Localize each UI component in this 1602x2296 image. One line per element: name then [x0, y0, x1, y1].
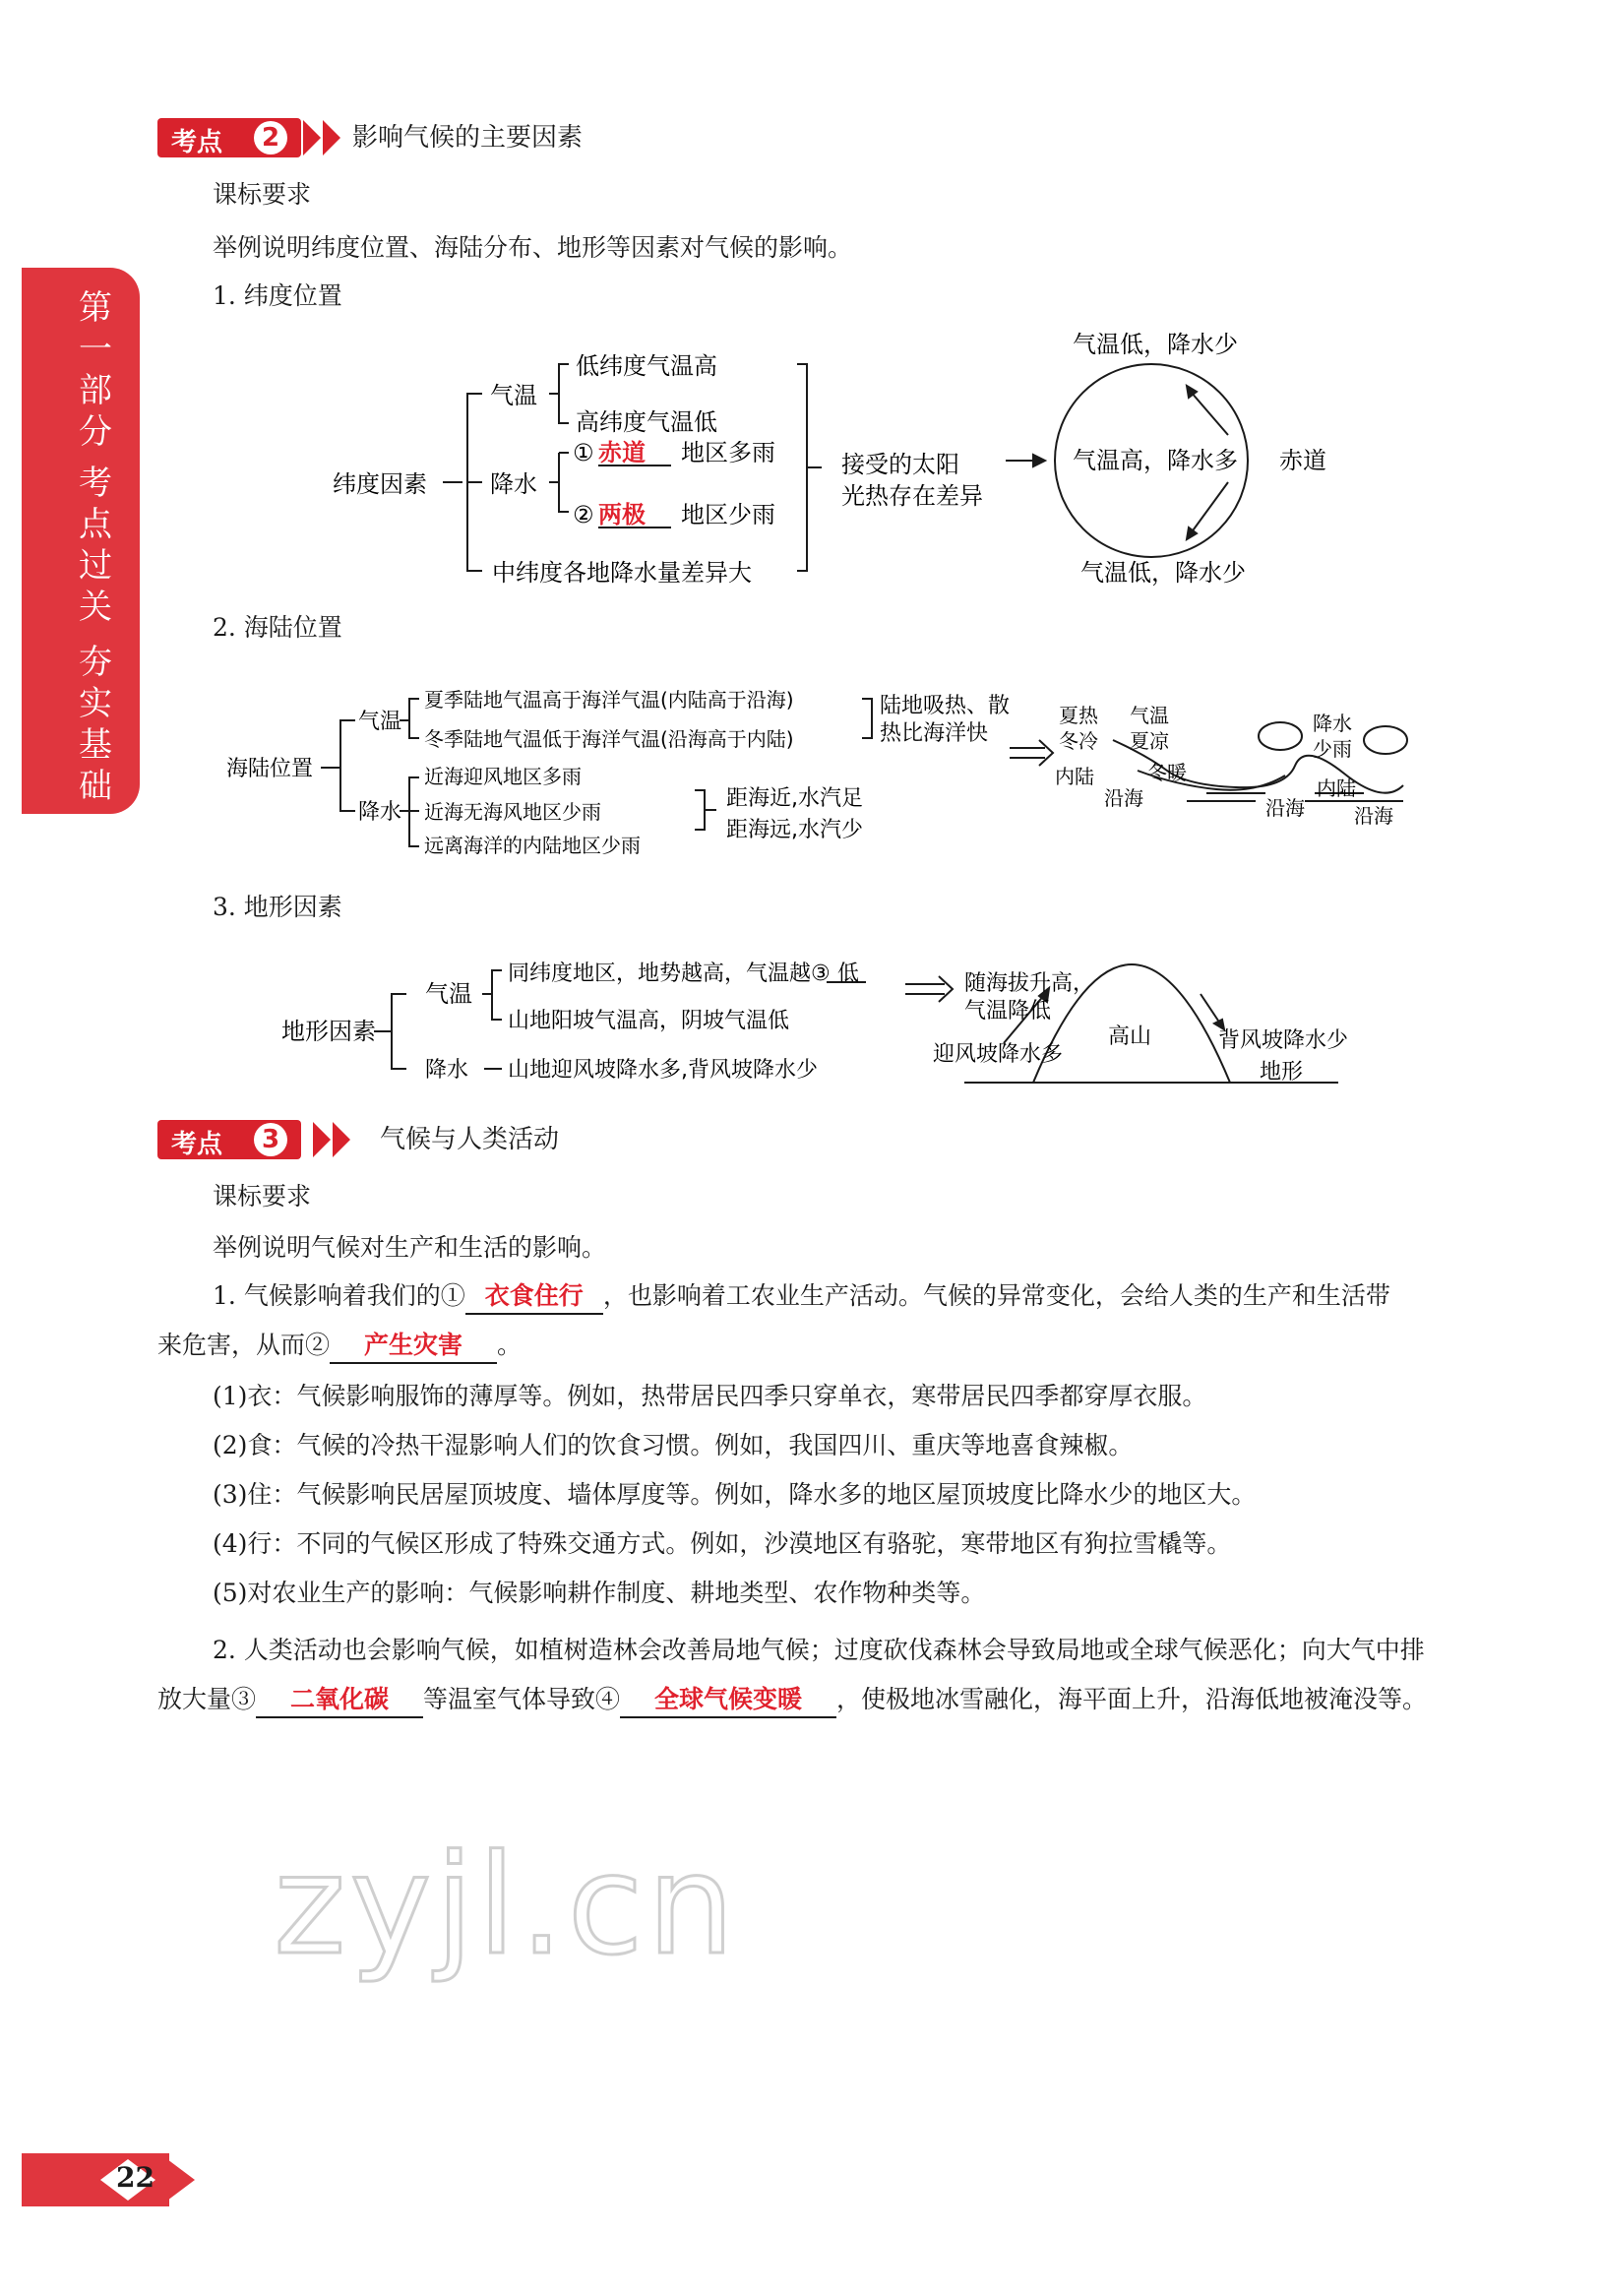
latitude-diagram: [325, 325, 1358, 600]
answer-blank-4: 全球气候变暖: [620, 1683, 836, 1718]
sea-l7: 沿海: [1104, 786, 1143, 810]
sea-p3: 远离海洋的内陆地区少雨: [424, 834, 641, 857]
lat-t1: 低纬度气温高: [576, 352, 717, 380]
lat-temp: 气温: [490, 382, 537, 409]
ter-temp: 气温: [425, 980, 472, 1008]
sea-l8: 沿海: [1265, 796, 1305, 820]
sea-l11: 内陆: [1317, 776, 1356, 800]
sea-l9: 降水: [1313, 712, 1352, 735]
lat-center: 气温高，降水多: [1073, 447, 1238, 474]
sea-root: 海陆位置: [226, 757, 314, 781]
ter-p1: 山地迎风坡降水多,背风坡降水少: [508, 1058, 818, 1083]
lat-p2-answer: 两极: [598, 501, 646, 528]
sea-p1: 近海迎风地区多雨: [424, 765, 582, 788]
ter-a5: 地形: [1260, 1060, 1304, 1085]
sea-t2: 冬季陆地气温低于海洋气温(沿海高于内陆): [424, 727, 794, 751]
item-transport: (4)行：不同的气候区形成了特殊交通方式。例如，沙漠地区有骆驼，寒带地区有狗拉雪橇等。: [213, 1529, 1232, 1558]
sidebar-subtitle: 夯实基础: [79, 643, 112, 806]
lat-bottom: 气温低，降水少: [1080, 559, 1246, 587]
item-housing: (3)住：气候影响民居屋顶坡度、墙体厚度等。例如，降水多的地区屋顶坡度比降水少的地区大。: [213, 1480, 1257, 1509]
para-2-line-2: 放大量③ 二氧化碳 等温室气体导致④ 全球气候变暖 ，使极地冰雪融化，海平面上升，沿海低地被淹没等。: [157, 1683, 1427, 1718]
lat-cause2: 光热存在差异: [841, 482, 983, 510]
lat-p2-post: 地区少雨: [681, 501, 775, 528]
heading-terrain: 3. 地形因素: [213, 893, 342, 921]
terrain-diagram: [276, 945, 1387, 1092]
item-food: (2)食：气候的冷热干湿影响人们的饮食习惯。例如，我国四川、重庆等地喜食辣椒。: [213, 1431, 1134, 1459]
lat-p1-pre: ①: [573, 439, 594, 466]
ter-precip: 降水: [425, 1058, 469, 1083]
sea-p2: 近海无海风地区少雨: [424, 800, 601, 824]
section-number-3: 3: [254, 1123, 287, 1156]
section-tag-3: 考点 3: [157, 1120, 301, 1159]
heading-latitude: 1. 纬度位置: [213, 281, 342, 310]
section-number-2: 2: [254, 121, 287, 155]
double-arrow-icon: [313, 1122, 362, 1157]
sea-r1: 距海近,水汽足: [726, 786, 863, 811]
ter-a2: 气温降低: [964, 999, 1052, 1024]
section-title-3: 气候与人类活动: [380, 1125, 560, 1154]
sea-l12: 沿海: [1354, 804, 1393, 828]
ter-root: 地形因素: [281, 1018, 376, 1045]
ter-mountain: 高山: [1108, 1024, 1152, 1049]
answer-blank-1: 衣食住行: [465, 1279, 603, 1315]
section-title-2: 影响气候的主要因素: [352, 123, 584, 153]
sea-cause1: 陆地吸热、散: [880, 694, 1011, 718]
sea-r2: 距海远,水汽少: [726, 818, 863, 842]
sea-cause2: 热比海洋快: [880, 721, 989, 746]
lat-mid: 中纬度各地降水量差异大: [492, 559, 752, 587]
lat-cause1: 接受的太阳: [841, 451, 959, 478]
watermark: zyjl.cn: [274, 1826, 739, 1986]
sea-t1: 夏季陆地气温高于海洋气温(内陆高于沿海): [424, 688, 794, 712]
sea-l4: 气温: [1130, 704, 1169, 727]
para-2-line-1: 2. 人类活动也会影响气候，如植树造林会改善局地气候；过度砍伐森林会导致局地或全球气候恶化；向大气中排: [213, 1636, 1425, 1664]
sea-l1: 夏热: [1059, 704, 1098, 727]
sea-l5: 夏凉: [1130, 729, 1169, 753]
sidebar-part: 第一部分: [79, 288, 112, 452]
req-label-2: 课标要求: [213, 180, 312, 209]
lat-root: 纬度因素: [333, 470, 427, 498]
ter-t1-pre: 同纬度地区，地势越高，气温越③: [508, 962, 831, 986]
lat-precip: 降水: [490, 470, 537, 498]
sea-temp: 气温: [358, 710, 402, 734]
item-agriculture: (5)对农业生产的影响：气候影响耕作制度、耕地类型、农作物种类等。: [213, 1579, 986, 1607]
ter-a1: 随海拔升高，: [964, 971, 1095, 996]
para-1-line-2: 来危害，从而② 产生灾害 。: [157, 1329, 522, 1364]
item-clothing: (1)衣：气候影响服饰的薄厚等。例如，热带居民四季只穿单衣，寒带居民四季都穿厚衣服。: [213, 1382, 1207, 1410]
sea-precip: 降水: [358, 800, 402, 825]
heading-sea-land: 2. 海陆位置: [213, 613, 342, 642]
sidebar-section: 考点过关: [79, 464, 112, 627]
lat-p1-post: 地区多雨: [681, 439, 775, 466]
answer-blank-2: 产生灾害: [330, 1329, 497, 1364]
lat-p2-pre: ②: [573, 501, 594, 528]
lat-equator: 赤道: [1279, 447, 1326, 474]
ter-t2: 山地阳坡气温高，阴坡气温低: [508, 1009, 790, 1033]
answer-blank-3: 二氧化碳: [256, 1683, 423, 1718]
ter-a3: 迎风坡降水多: [933, 1042, 1064, 1067]
lat-top: 气温低，降水少: [1073, 331, 1238, 358]
sea-l10: 少雨: [1313, 737, 1352, 761]
sea-l3: 内陆: [1055, 765, 1094, 788]
req-text-2: 举例说明纬度位置、海陆分布、地形等因素对气候的影响。: [213, 233, 853, 262]
ter-a4: 背风坡降水少: [1218, 1028, 1349, 1053]
page-number: 22: [116, 2161, 154, 2194]
req-text-3: 举例说明气候对生产和生活的影响。: [213, 1233, 607, 1262]
sea-land-diagram: [222, 677, 1433, 874]
sea-l2: 冬冷: [1059, 729, 1098, 753]
chapter-sidebar: [22, 268, 140, 814]
req-label-3: 课标要求: [213, 1182, 312, 1210]
para-1-line-1: 1. 气候影响着我们的① 衣食住行 ，也影响着工农业生产活动。气候的异常变化，会给人类的生产和生活带: [213, 1279, 1390, 1315]
sea-l6: 冬暖: [1147, 761, 1187, 784]
page-number-badge: [22, 2145, 228, 2214]
double-arrow-icon: [303, 120, 352, 155]
ter-t1-answer: 低: [836, 962, 860, 986]
section-tag-2: 考点 2: [157, 118, 301, 157]
lat-p1-answer: 赤道: [598, 439, 646, 466]
lat-t2: 高纬度气温低: [576, 408, 717, 436]
